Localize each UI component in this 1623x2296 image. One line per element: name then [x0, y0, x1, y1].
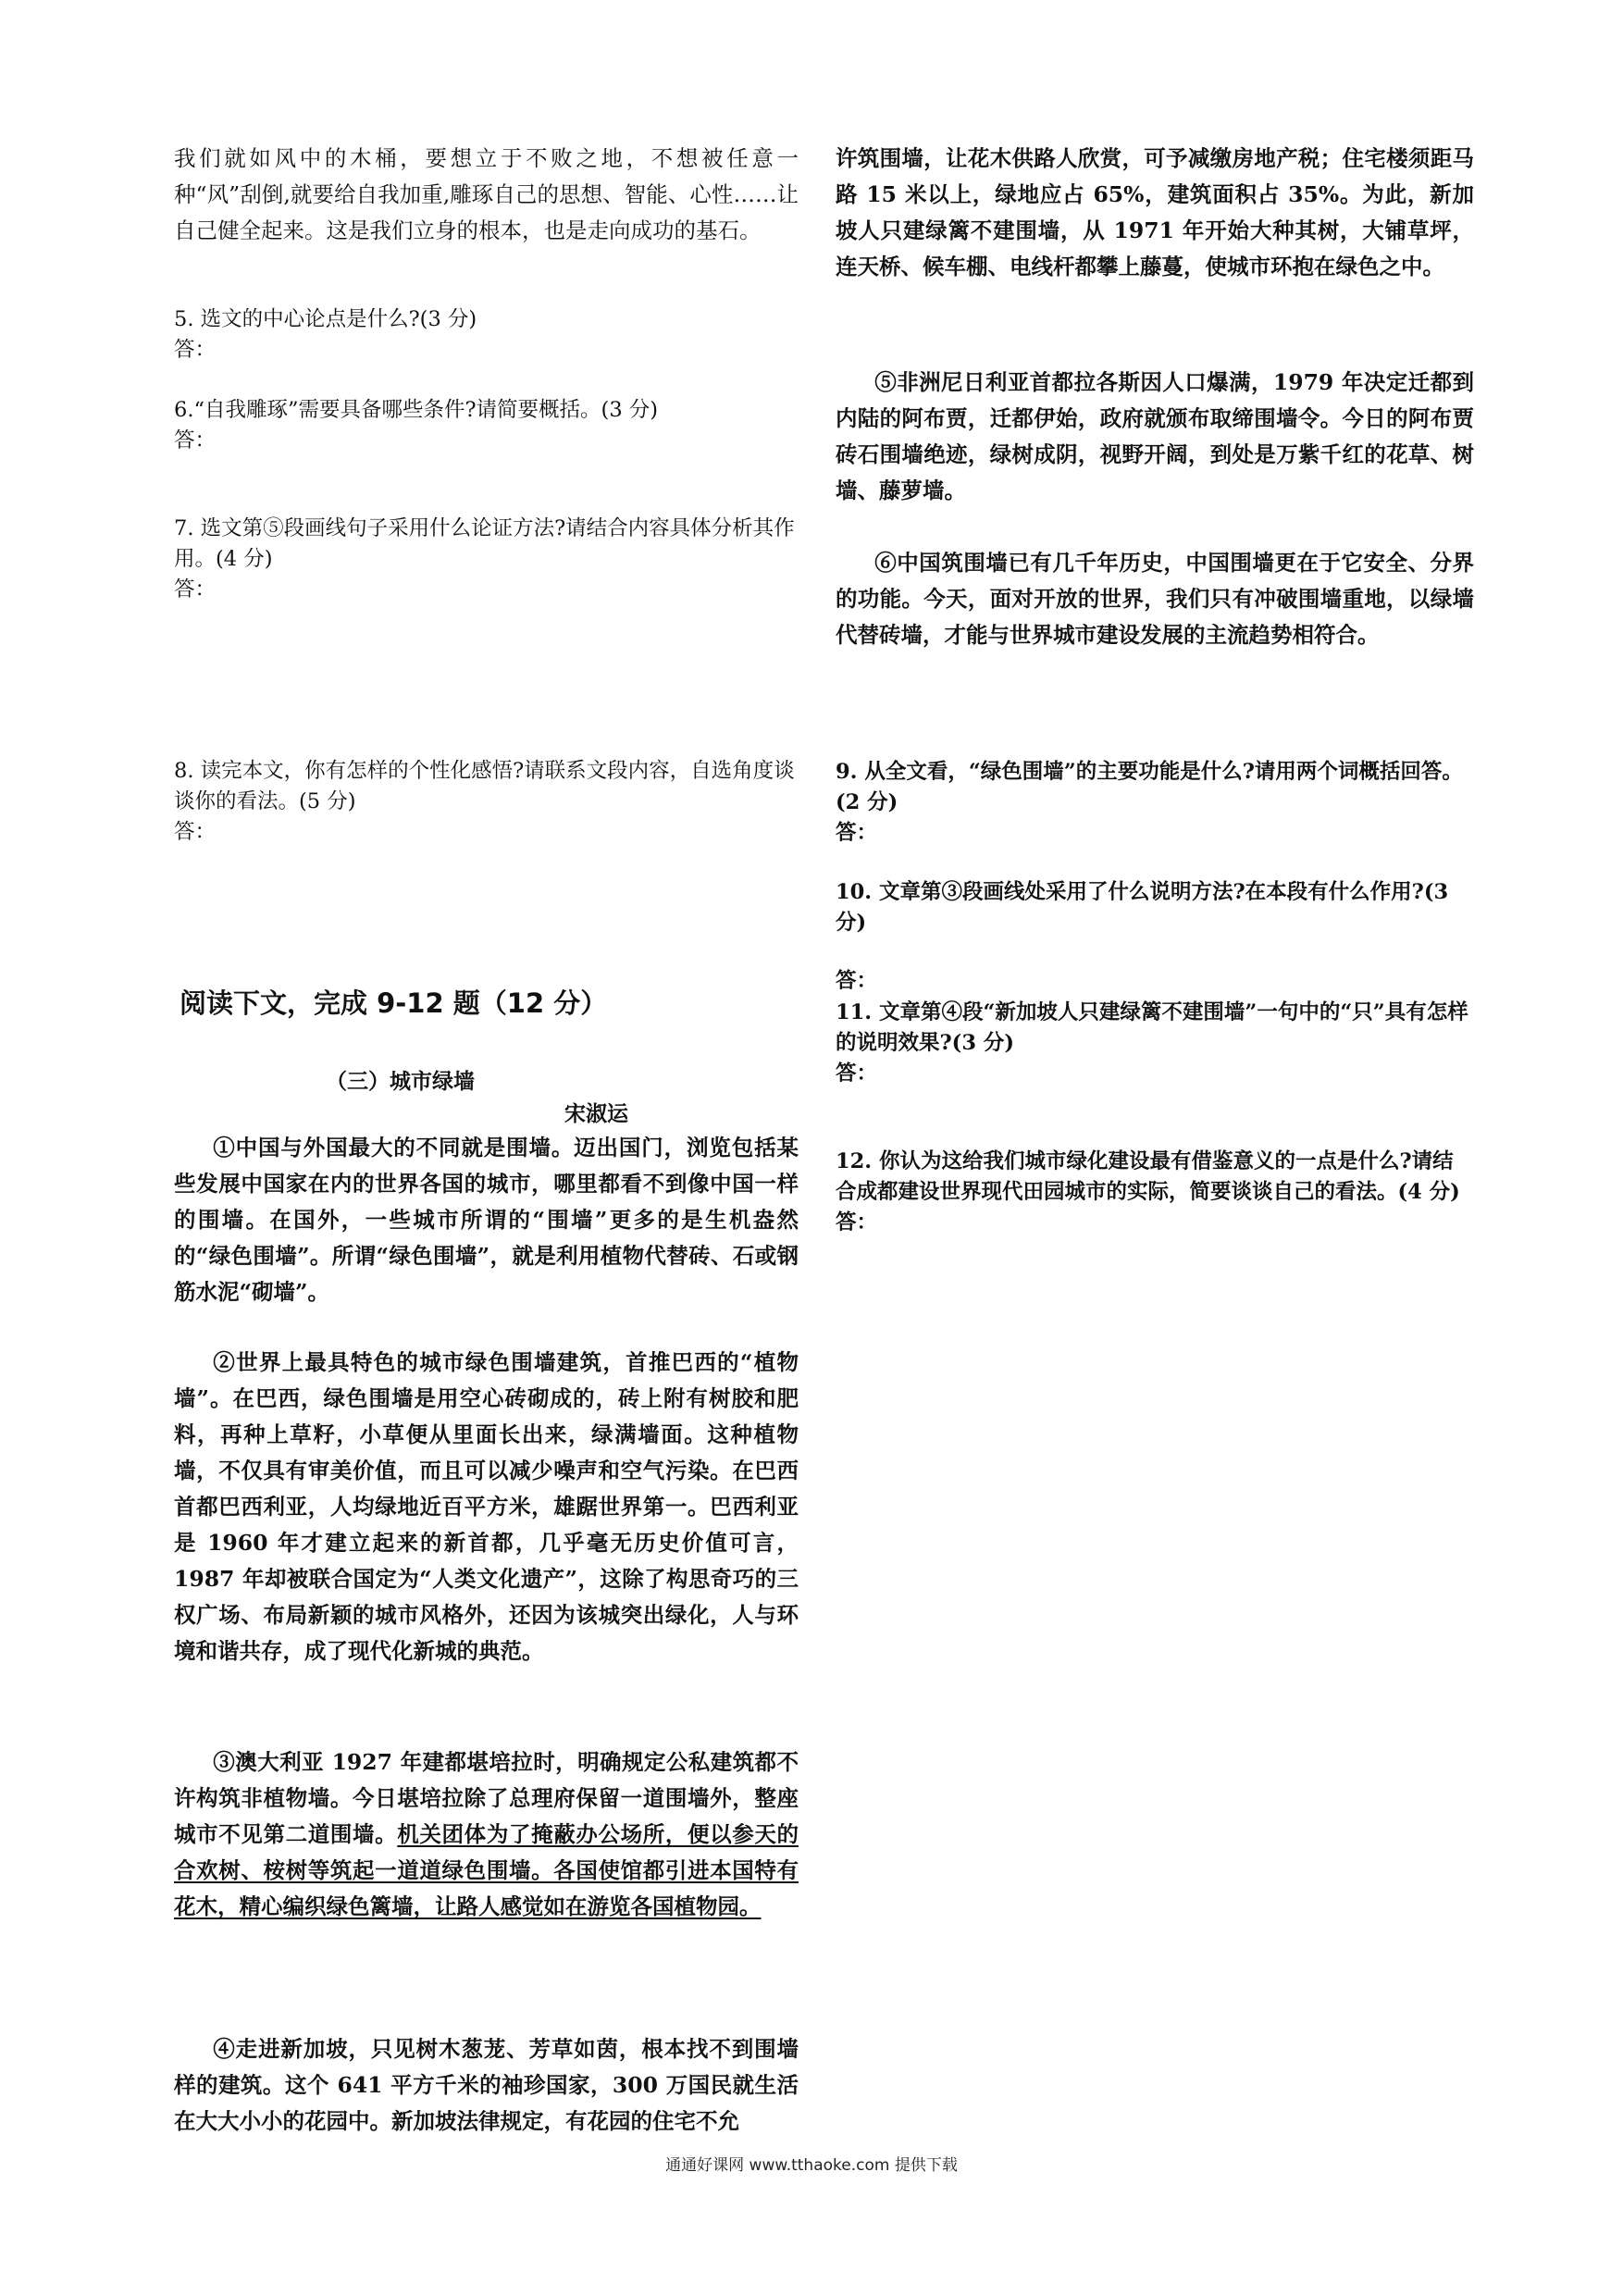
question-5	[174, 304, 799, 366]
paragraph-2: ②世界上最具特色的城市绿色围墙建筑，首推巴西的“植物墙”。在巴西，绿色围墙是用空心砖砌成的，砖上附有树胶和肥料，再种上草籽，小草便从里面长出来，绿满墙面。这种植物墙，不仅具有审美价值，而且可以减少噪声和空气污染。在巴西首都巴西利亚，人均绿地近百平方米，雄踞世界第一。巴西利亚是 1960 年才建立起来的新首都，几乎毫无历史价值可言，1987 年却被联合国定为“人类文化遗产”，这除了构思奇巧的三权广场、布局新颖的城市风格外，还因为该城突出绿化，人与环境和谐共存，成了现代化新城的典范。	[174, 1349, 799, 1664]
question-7	[174, 514, 799, 605]
question-8	[174, 756, 799, 848]
question-6-answer-label: 答：	[174, 428, 217, 453]
question-12	[836, 1147, 1474, 1238]
paragraph-1: ①中国与外国最大的不同就是围墙。迈出国门，浏览包括某些发展中国家在内的世界各国的城市，哪里都看不到像中国一样的围墙。在国外，一些城市所谓的“围墙”更多的是生机盎然的“绿色围墙”。所谓“绿色围墙”，就是利用植物代替砖、石或钢筋水泥“砌墙”。	[174, 1135, 799, 1305]
question-10-text: 10. 文章第③段画线处采用了什么说明方法?在本段有什么作用?(3 分)	[836, 880, 1449, 935]
question-8-text: 8. 读完本文，你有怎样的个性化感悟?请联系文段内容，自选角度谈谈你的看法。(5 分)	[174, 759, 795, 813]
article-author: 宋淑运	[564, 1101, 628, 1126]
paragraph-3-text: ③澳大利亚 1927 年建都堪培拉时，明确规定公私建筑都不许构筑非植物墙。今日堪培拉除了总理府保留一道围墙外，整座城市不见第二道围墙。	[174, 1749, 799, 1847]
question-10-answer-label: 答：	[836, 969, 878, 993]
intro-paragraph: 我们就如风中的木桶，要想立于不败之地，不想被任意一种“风”刮倒,就要给自我加重,雕琢自己的思想、智能、心性……让自己健全起来。这是我们立身的根本，也是走向成功的基石。	[174, 145, 799, 243]
question-12-text: 12. 你认为这给我们城市绿化建设最有借鉴意义的一点是什么?请结合成都建设世界现代田园城市的实际，简要谈谈自己的看法。(4 分)	[836, 1149, 1460, 1204]
question-10	[836, 877, 1474, 997]
question-11	[836, 998, 1474, 1089]
article-title: （三）城市绿墙	[326, 1069, 475, 1094]
page-footer: 通通好课网 www.tthaoke.com 提供下载	[665, 2156, 958, 2175]
question-5-answer-label: 答：	[174, 338, 217, 362]
paragraph-4: ④走进新加坡，只见树木葱茏、芳草如茵，根本找不到围墙样的建筑。这个 641 平方千米的袖珍国家，300 万国民就生活在大大小小的花园中。新加坡法律规定，有花园的住宅不允	[174, 2036, 799, 2134]
question-11-answer-label: 答：	[836, 1061, 878, 1086]
paragraph-6: ⑥中国筑围墙已有几千年历史，中国围墙更在于它安全、分界的功能。今天，面对开放的世界，我们只有冲破围墙重地，以绿墙代替砖墙，才能与世界城市建设发展的主流趋势相符合。	[836, 550, 1474, 648]
question-11-text: 11. 文章第④段“新加坡人只建绿篱不建围墙”一句中的“只”具有怎样的说明效果?(3 分)	[836, 1000, 1468, 1055]
paragraph-3-underlined: 机关团体为了掩蔽办公场所，便以参天的合欢树、桉树等筑起一道道绿色围墙。各国使馆都引进本国特有花木，精心编织绿色篱墙，让路人感觉如在游览各国植物园。	[174, 1821, 799, 1919]
question-7-answer-label: 答：	[174, 577, 217, 602]
paragraph-3	[174, 1744, 799, 1925]
question-8-answer-label: 答：	[174, 820, 217, 844]
question-9-text: 9. 从全文看，“绿色围墙”的主要功能是什么?请用两个词概括回答。(2 分)	[836, 760, 1463, 814]
paragraph-5: ⑤非洲尼日利亚首都拉各斯因人口爆满，1979 年决定迁都到内陆的阿布贾，迁都伊始，政府就颁布取缔围墙令。今日的阿布贾砖石围墙绝迹，绿树成阴，视野开阔，到处是万紫千红的花草、树墙、藤萝墙。	[836, 369, 1474, 503]
question-9	[836, 757, 1474, 849]
question-6-text: 6.“自我雕琢”需要具备哪些条件?请简要概括。(3 分)	[174, 398, 659, 422]
question-5-text: 5. 选文的中心论点是什么?(3 分)	[174, 307, 477, 331]
question-6	[174, 395, 799, 456]
question-12-answer-label: 答：	[836, 1210, 878, 1235]
question-7-text: 7. 选文第⑤段画线句子采用什么论证方法?请结合内容具体分析其作用。(4 分)	[174, 516, 795, 571]
section-heading: 阅读下文，完成 9-12 题（12 分）	[180, 987, 608, 1019]
paragraph-4-continued: 许筑围墙，让花木供路人欣赏，可予减缴房地产税；住宅楼须距马路 15 米以上，绿地应占 65%，建筑面积占 35%。为此，新加坡人只建绿篱不建围墙，从 1971 年开始大种其树，大铺草坪，连天桥、候车棚、电线杆都攀上藤蔓，使城市环抱在绿色之中。	[836, 145, 1474, 279]
question-9-answer-label: 答：	[836, 821, 878, 845]
